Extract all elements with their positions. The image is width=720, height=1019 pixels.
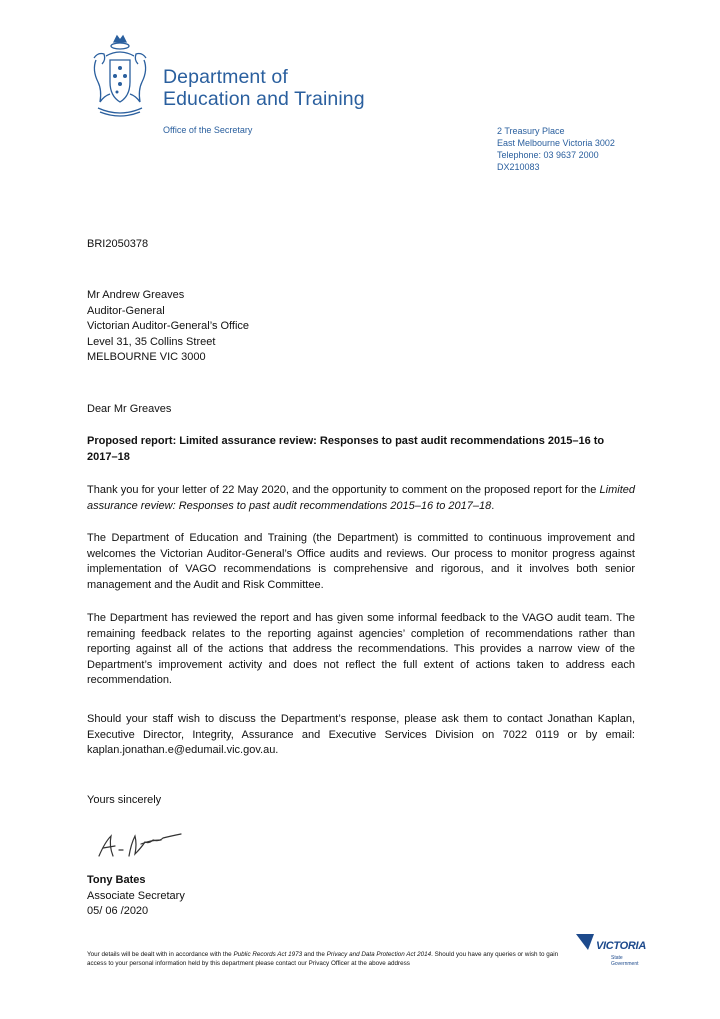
department-name-line1: Department of <box>163 66 288 88</box>
coat-of-arms-icon <box>84 30 156 120</box>
office-label: Office of the Secretary <box>163 125 253 135</box>
recipient-line: Auditor-General <box>87 304 165 317</box>
paragraph-1 <box>87 483 635 514</box>
salutation: Dear Mr Greaves <box>87 403 172 415</box>
recipient-line: Victorian Auditor-General’s Office <box>87 320 250 332</box>
subject-line: Proposed report: Limited assurance review: Responses to past audit recommendations 2015–16 to 2017–18 <box>87 435 605 463</box>
signer-name: Tony Bates <box>87 874 146 886</box>
department-name <box>163 66 365 110</box>
signer-title: Associate Secretary <box>87 889 185 902</box>
department-name-line2: Education and Training <box>163 88 365 110</box>
act-name: Public Records Act 1973 <box>233 951 303 958</box>
paragraph-4: Should your staff wish to discuss the Department’s response, please ask them to contact Jonathan Kaplan, Executive Director, Integrity, Assurance and Executive Services Division on 7022 0119 or by email: kaplan.jonathan.e@edumail.vic.gov.au. <box>87 713 635 756</box>
act-name: Privacy and Data Protection Act 2014 <box>326 951 432 958</box>
paragraph-1-text: Thank you for your letter of 22 May 2020, and the opportunity to comment on the proposed report for the <box>87 484 600 496</box>
privacy-note-text: . Should you have any queries or wish to gain access to your personal information held by this department please contact our Privacy Officer at the above address <box>87 951 559 967</box>
reference-number: BRI2050378 <box>87 238 149 250</box>
privacy-note <box>87 950 567 968</box>
report-title: Limited assurance review: Responses to past audit recommendations 2015–16 to 2017–18 <box>87 484 635 512</box>
recipient-address <box>87 288 635 366</box>
closing: Yours sincerely <box>87 794 162 806</box>
victoria-logo-sub2: Government <box>611 961 639 967</box>
letter-date: 05/ 06 /2020 <box>87 905 149 917</box>
signer-block <box>87 873 635 920</box>
paragraph-2: The Department of Education and Training (the Department) is committed to continuous improvement and welcomes the Victorian Auditor-General’s Office audits and reviews. Our process to monitor progress against implementation of VAGO recommendations is comprehensive and rigorous, and it involves both senior management and the Audit and Risk Committee. <box>87 532 635 591</box>
privacy-note-text: and the <box>302 951 327 958</box>
paragraph-1-end: . <box>491 499 495 512</box>
recipient-line: Mr Andrew Greaves <box>87 289 185 301</box>
sender-address <box>497 125 615 173</box>
address-line: East Melbourne Victoria 3002 <box>497 138 615 148</box>
signature-icon <box>95 830 195 862</box>
victoria-logo-sub1: State <box>611 955 623 961</box>
victoria-logo-subtext <box>611 955 639 967</box>
recipient-line: MELBOURNE VIC 3000 <box>87 351 206 363</box>
recipient-line: Level 31, 35 Collins Street <box>87 335 216 348</box>
address-line: Telephone: 03 9637 2000 <box>497 150 599 160</box>
paragraph-3: The Department has reviewed the report and has given some informal feedback to the VAGO audit team. The remaining feedback relates to the reporting against agencies’ completion of recommendations rather than reporting against all of the actions that address the recommendations. This provides a narrow view of the Department’s improvement activity and does not reflect the full extent of actions taken to address each recommendation. <box>87 612 635 686</box>
privacy-note-text: Your details will be dealt with in accordance with the <box>87 951 234 958</box>
address-line: 2 Treasury Place <box>497 126 565 136</box>
address-line: DX210083 <box>497 162 540 172</box>
victoria-logo-text: VICTORIA <box>596 940 646 952</box>
